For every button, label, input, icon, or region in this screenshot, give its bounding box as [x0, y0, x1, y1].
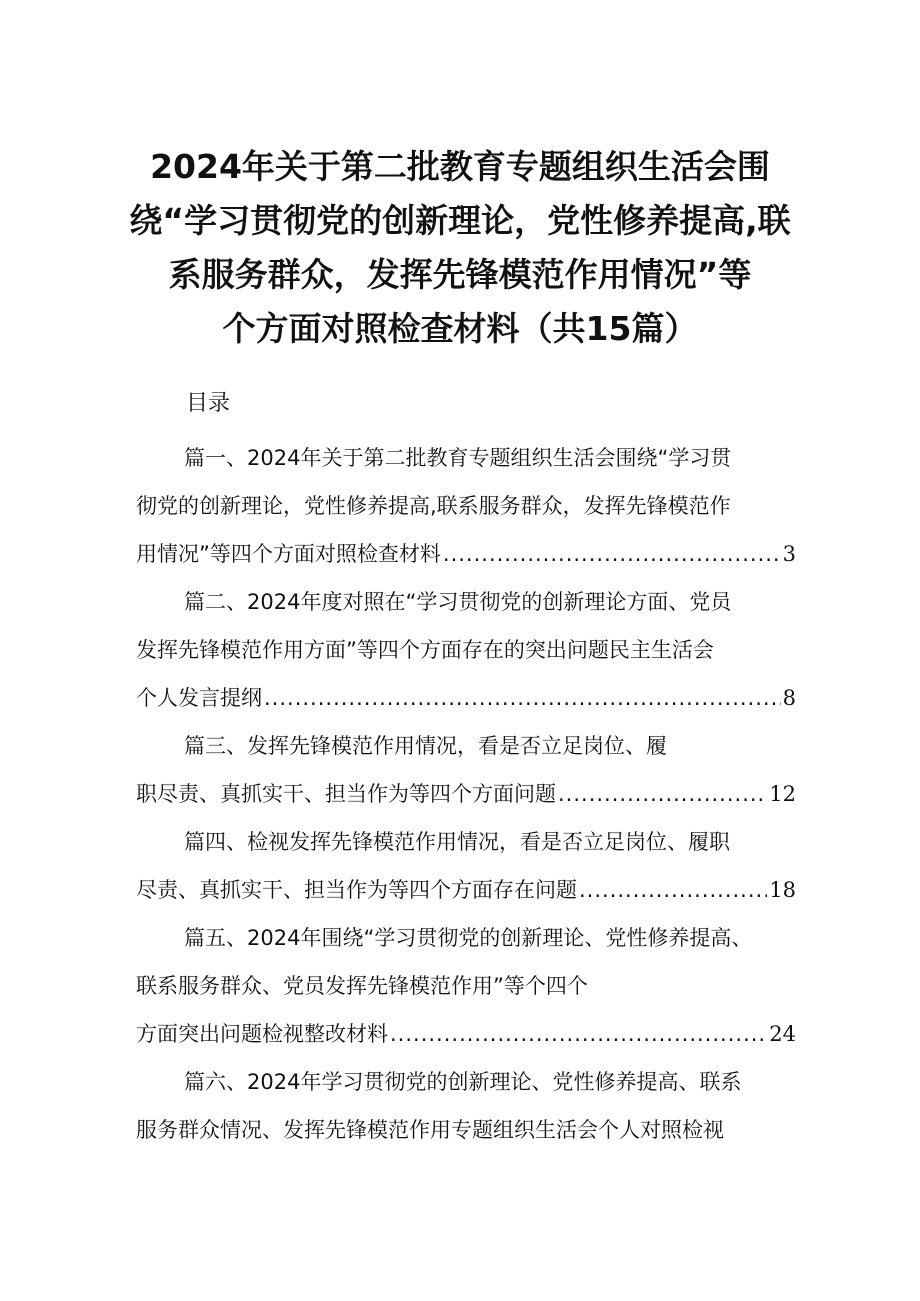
toc-entry-line: 篇六、2024年学习贯彻党的创新理论、党性修养提高、联系: [184, 1070, 742, 1094]
dot-leader: [579, 866, 767, 914]
toc-entry-line: 职尽责、真抓实干、担当作为等四个方面问题: [136, 782, 556, 806]
toc-entry-line: 篇一、2024年关于第二批教育专题组织生活会围绕“学习贯: [184, 446, 732, 470]
toc-entry-line: 篇五、2024年围绕“学习贯彻党的创新理论、党性修养提高、: [184, 926, 753, 950]
toc-entry-line: 联系服务群众、党员发挥先锋模范作用”等个四个: [136, 974, 588, 998]
document-title: [120, 140, 800, 356]
toc-entry-line: 篇四、检视发挥先锋模范作用情况，看是否立足岗位、履职: [184, 830, 730, 854]
toc-entry-5[interactable]: [136, 914, 796, 1058]
page-number: 3: [782, 542, 796, 566]
toc-entry-line: 发挥先锋模范作用方面”等四个方面存在的突出问题民主生活会: [136, 638, 714, 662]
table-of-contents: [136, 434, 796, 1154]
toc-entry-last-line: [136, 1010, 796, 1058]
page-number: 8: [782, 686, 796, 710]
dot-leader: [558, 770, 767, 818]
toc-entry-line: 彻党的创新理论，党性修养提高,联系服务群众，发挥先锋模范作: [136, 494, 731, 518]
title-line-4: 个方面对照检查材料（共15篇）: [222, 309, 698, 348]
title-line-2: 绕“学习贯彻党的创新理论，党性修养提高,联: [129, 201, 791, 240]
toc-entry-line: 个人发言提纲: [136, 686, 262, 710]
page-number: 24: [769, 1022, 796, 1046]
page-number: 18: [769, 878, 796, 902]
toc-entry-3[interactable]: [136, 722, 796, 818]
toc-entry-last-line: [136, 674, 796, 722]
toc-entry-line: 用情况”等四个方面对照检查材料: [136, 542, 441, 566]
toc-entry-last-line: [136, 866, 796, 914]
dot-leader: [264, 674, 781, 722]
toc-entry-4[interactable]: [136, 818, 796, 914]
toc-entry-1[interactable]: [136, 434, 796, 578]
title-line-3: 系服务群众，发挥先锋模范作用情况”等: [168, 255, 752, 294]
toc-entry-line: 服务群众情况、发挥先锋模范作用专题组织生活会个人对照检视: [136, 1118, 724, 1142]
toc-entry-line: 篇二、2024年度对照在“学习贯彻党的创新理论方面、党员: [184, 590, 732, 614]
dot-leader: [390, 1010, 767, 1058]
toc-entry-line: 篇三、发挥先锋模范作用情况，看是否立足岗位、履: [184, 734, 667, 758]
toc-entry-last-line: [136, 530, 796, 578]
page-number: 12: [769, 782, 796, 806]
toc-entry-last-line: [136, 770, 796, 818]
toc-entry-line: 方面突出问题检视整改材料: [136, 1022, 388, 1046]
toc-entry-2[interactable]: [136, 578, 796, 722]
toc-heading: 目录: [186, 391, 231, 416]
toc-entry-6[interactable]: [136, 1058, 796, 1154]
dot-leader: [443, 530, 781, 578]
title-line-1: 2024年关于第二批教育专题组织生活会围: [150, 147, 770, 186]
toc-entry-line: 尽责、真抓实干、担当作为等四个方面存在问题: [136, 878, 577, 902]
